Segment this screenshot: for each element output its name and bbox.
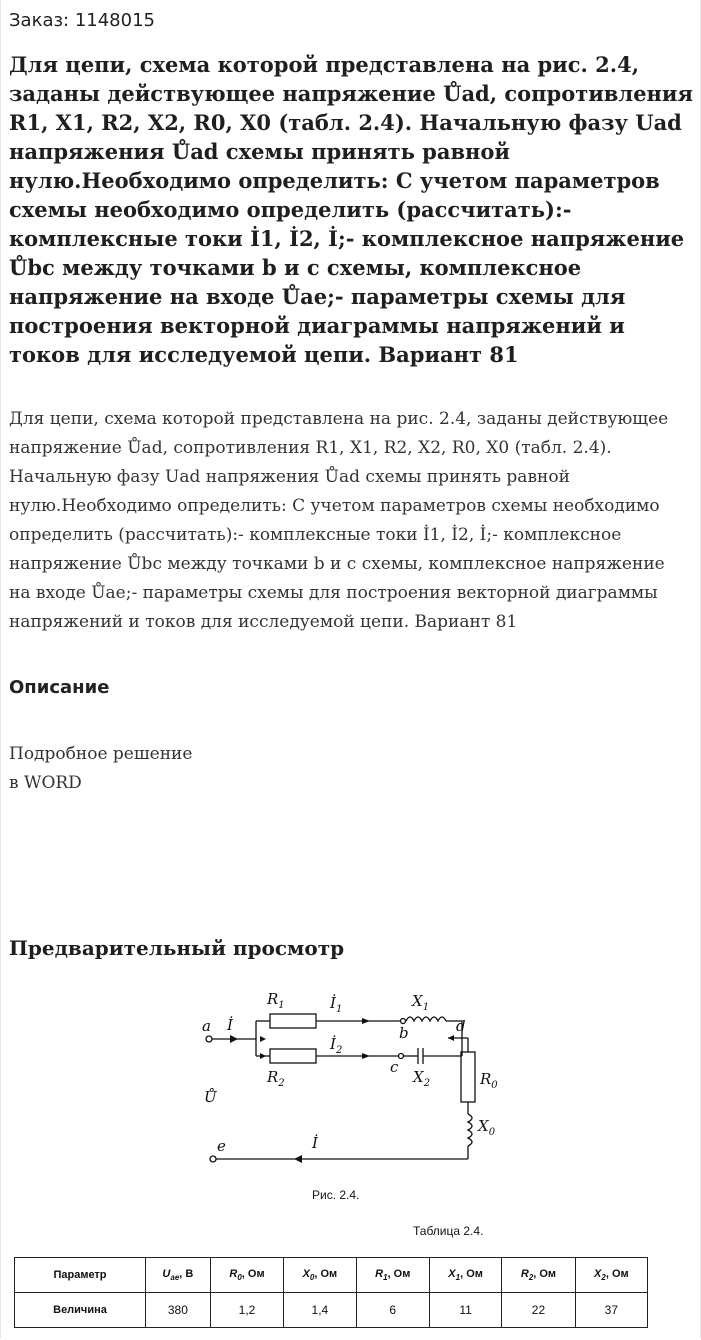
r2-label: $R_2$ (267, 1068, 285, 1089)
node-c-label: c (390, 1058, 399, 1076)
header-cell: $X_1$, Ом (429, 1258, 501, 1293)
description-heading: Описание (9, 677, 110, 698)
node-a-label: a (202, 1017, 211, 1035)
value-cell: 1,2 (210, 1293, 283, 1328)
voltage-u-label: Ů (204, 1088, 217, 1106)
value-cell: 22 (502, 1293, 575, 1328)
order-number: Заказ: 1148015 (9, 10, 155, 31)
header-cell: $R_2$, Ом (502, 1258, 575, 1293)
value-cell: 37 (575, 1293, 647, 1328)
header-cell: $R_1$, Ом (356, 1258, 429, 1293)
value-cell: 1,4 (284, 1293, 356, 1328)
r0-label: $R_0$ (480, 1070, 498, 1091)
circuit-diagram (190, 978, 520, 1178)
header-cell: $R_0$, Ом (210, 1258, 283, 1293)
value-cell: 380 (146, 1293, 211, 1328)
current-i-bottom-label: İ (312, 1134, 318, 1152)
x2-label: $X_2$ (413, 1068, 431, 1089)
current-i1-label: $İ_1$ (330, 994, 343, 1015)
current-i-label: İ (227, 1016, 233, 1034)
row-label-cell: Величина (15, 1293, 146, 1328)
value-cell: 11 (429, 1293, 501, 1328)
table-row (15, 1293, 648, 1328)
solution-line-2: в WORD (9, 773, 82, 793)
node-e-label: e (217, 1137, 226, 1155)
r1-label: $R_1$ (267, 990, 285, 1011)
header-cell: $X_2$, Ом (575, 1258, 647, 1293)
header-cell: Параметр (15, 1258, 146, 1293)
solution-note (9, 740, 409, 798)
preview-heading: Предварительный просмотр (9, 936, 345, 960)
page-title: Для цепи, схема которой представлена на рис. 2.4, заданы действующее напряжение Ůad, сопротивления R1, X1, R2, X2, R0, X0 (табл. 2.4). Начальную фазу Uad напряжения Ůad схемы принять равной нулю.Необходимо определить: С учетом параметров схемы необходимо определить (рассчитать):- комплексные токи İ1, İ2, İ;- комплексное напряжение Ůbc между точками b и c схемы, комплексное напряжение на входе Ůae;- параметры схемы для построения векторной диаграммы напряжений и токов для исследуемой цепи. Вариант 81 (9, 52, 694, 367)
table-header-row (15, 1258, 648, 1293)
node-d-label: d (456, 1017, 466, 1035)
node-b-label: b (399, 1024, 409, 1042)
x0-label: $X_0$ (478, 1117, 496, 1138)
header-cell: $U_{ae}$, В (146, 1258, 211, 1293)
value-cell: 6 (356, 1293, 429, 1328)
solution-line-1: Подробное решение (9, 744, 193, 764)
figure-caption: Рис. 2.4. (312, 1188, 360, 1202)
x1-label: $X_1$ (412, 992, 430, 1013)
task-description: Для цепи, схема которой представлена на рис. 2.4, заданы действующее напряжение Ůad, сопротивления R1, X1, R2, X2, R0, X0 (табл. 2.4). Начальную фазу Uad напряжения Ůad схемы принять равной нулю.Необходимо определить: С учетом параметров схемы необходимо определить (рассчитать):- комплексные токи İ1, İ2, İ;- комплексное напряжение Ůbc между точками b и c схемы, комплексное напряжение на входе Ůae;- параметры схемы для построения векторной диаграммы напряжений и токов для исследуемой цепи. Вариант 81 (9, 409, 669, 632)
parameters-table (14, 1257, 648, 1328)
table-caption: Таблица 2.4. (413, 1224, 484, 1238)
current-i2-label: $İ_2$ (330, 1035, 343, 1056)
header-cell: $X_0$, Ом (284, 1258, 356, 1293)
